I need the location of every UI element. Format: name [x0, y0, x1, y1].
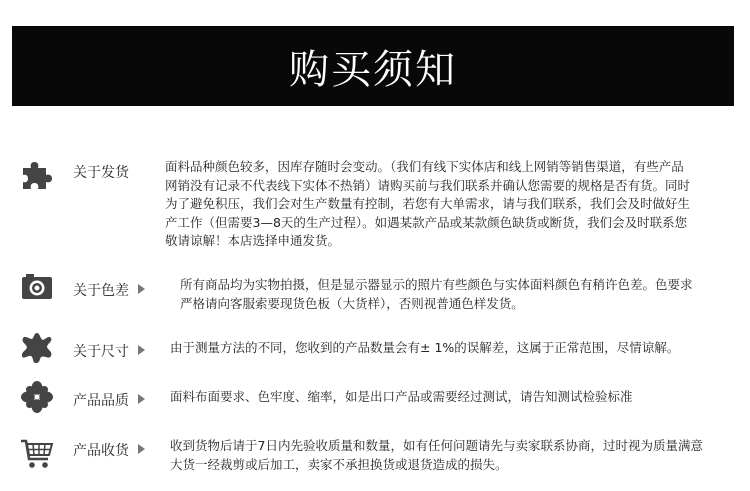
notice-text: 收到货物后请于7日内先验收质量和数量，如有任何问题请先与卖家联系协商，过时视为质量满意 大货一经裁剪或后加工，卖家不承担换货或退货造成的损失。 [170, 438, 703, 472]
notice-label: 产品收货 [73, 443, 129, 459]
clover-icon [20, 380, 54, 414]
ink-splash-icon [20, 330, 54, 364]
page-title: 购买须知 [289, 46, 457, 93]
notice-label: 关于色差 [73, 283, 129, 299]
notice-text: 所有商品均为实物拍摄，但是显示器显示的照片有些颜色与实体面料颜色有稍许色差。色要求 严格请向客服索要现货色板（大货样），否则视普通色样发货。 [180, 277, 693, 311]
camera-icon [20, 270, 54, 304]
puzzle-icon [20, 158, 54, 192]
notice-text: 面料布面要求、色牢度、缩率，如是出口产品或需要经过测试，请告知测试检验标准 [170, 389, 633, 404]
title-banner [12, 26, 734, 106]
chevron-right-icon [138, 284, 145, 294]
shopping-cart-icon [20, 437, 54, 471]
notice-label: 关于尺寸 [73, 344, 129, 360]
chevron-right-icon [138, 444, 145, 454]
notice-text: 面料品种颜色较多，因库存随时会变动。（我们有线下实体店和线上网销等销售渠道，有些产品 网销没有记录不代表线下实体不热销）请购买前与我们联系并确认您需要的规格是否有货。同时 为了避免积压，我们会对生产数量有控制，若您有大单需求，请与我们联系，我们会及时做好生 产工作（但需要3—8天的生产过程）。如遇某款产品或某款颜色缺货或断货，我们会及时联系您 敬请谅解！本店选择申通发货。 [165, 159, 691, 248]
chevron-right-icon [138, 394, 145, 404]
chevron-right-icon [138, 345, 145, 355]
notice-label: 产品品质 [73, 393, 129, 409]
notice-text: 由于测量方法的不同，您收到的产品数量会有± 1%的误解差，这属于正常范围，尽情谅解。 [170, 340, 680, 355]
notice-label: 关于发货 [73, 165, 129, 181]
